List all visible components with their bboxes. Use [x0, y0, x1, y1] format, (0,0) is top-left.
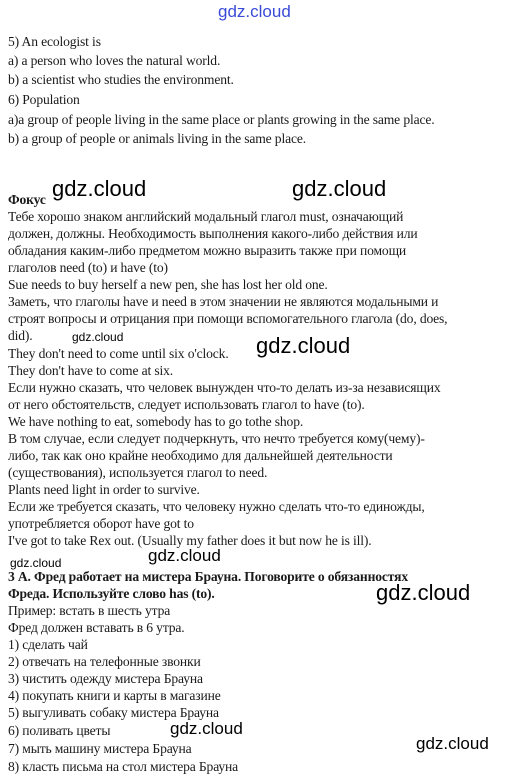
answer-option: b) a group of people or animals living in the same place.: [8, 131, 306, 146]
watermark: gdz.cloud: [72, 330, 124, 344]
paragraph-line: Если же требуется сказать, что человеку нужно сделать что-то единожды,: [8, 499, 425, 514]
example-answer: Фред должен вставать в 6 утра.: [8, 620, 185, 635]
example-sentence: They don't have to come at six.: [8, 363, 174, 378]
paragraph-line: Заметь, что глаголы have и need в этом значении не являются модальными и: [8, 294, 439, 309]
question-5-title: 5) An ecologist is: [8, 34, 101, 49]
list-item: 2) отвечать на телефонные звонки: [8, 654, 201, 669]
paragraph-line: строят вопросы и отрицания при помощи вспомогательного глагола (do, does,: [8, 311, 448, 326]
list-item: 5) выгуливать собаку мистера Брауна: [8, 705, 219, 720]
watermark: gdz.cloud: [416, 734, 489, 753]
watermark: gdz.cloud: [256, 333, 351, 358]
example-sentence: Sue needs to buy herself a new pen, she has lost her old one.: [8, 277, 328, 292]
paragraph-line: либо, так как оно крайне необходимо для дальнейшей деятельности: [8, 448, 393, 463]
example-sentence: I've got to take Rex out. (Usually my father does it but now he is ill).: [8, 533, 372, 548]
question-6-title: 6) Population: [8, 92, 80, 107]
section-heading-focus: Фокус: [8, 192, 46, 207]
example-prompt: Пример: встать в шесть утра: [8, 603, 171, 618]
exercise-heading: Фреда. Используйте слово has (to).: [8, 586, 215, 601]
list-item: 4) покупать книги и карты в магазине: [8, 688, 221, 703]
paragraph-line: от него обстоятельств, следует использовать глагол to have (to).: [8, 397, 365, 412]
watermark: gdz.cloud: [170, 719, 243, 738]
answer-option: b) a scientist who studies the environment.: [8, 72, 234, 87]
watermark: gdz.cloud: [52, 176, 147, 201]
watermark: gdz.cloud: [148, 546, 221, 565]
paragraph-line: did).: [8, 328, 33, 343]
answer-option: a)a group of people living in the same place or plants growing in the same place.: [8, 112, 435, 127]
paragraph-line: Тебе хорошо знаком английский модальный глагол must, означающий: [8, 209, 404, 224]
example-sentence: They don't need to come until six o'clock.: [8, 346, 229, 361]
exercise-heading: 3 А. Фред работает на мистера Брауна. Поговорите о обязанностях: [8, 569, 408, 584]
list-item: 1) сделать чай: [8, 637, 88, 652]
paragraph-line: должен, должны. Необходимость выполнения какого-либо действия или: [8, 226, 418, 241]
example-sentence: We have nothing to eat, somebody has to go tothe shop.: [8, 414, 304, 429]
paragraph-line: (существования), используется глагол to need.: [8, 465, 268, 480]
watermark: gdz.cloud: [292, 176, 387, 201]
list-item: 6) поливать цветы: [8, 723, 111, 738]
watermark: gdz.cloud: [10, 556, 62, 570]
paragraph-line: глаголов need (to) и have (to): [8, 260, 168, 275]
list-item: 3) чистить одежду мистера Брауна: [8, 671, 203, 686]
example-sentence: Plants need light in order to survive.: [8, 482, 200, 497]
paragraph-line: Если нужно сказать, что человек вынужден что-то делать из-за независящих: [8, 380, 441, 395]
paragraph-line: В том случае, если следует подчеркнуть, что нечто требуется кому(чему)-: [8, 431, 425, 446]
watermark: gdz.cloud: [376, 580, 471, 605]
watermark: gdz.cloud: [218, 2, 291, 21]
list-item: 8) класть письма на стол мистера Брауна: [8, 759, 239, 774]
answer-option: a) a person who loves the natural world.: [8, 53, 221, 68]
paragraph-line: употребляется оборот have got to: [8, 516, 194, 531]
list-item: 7) мыть машину мистера Брауна: [8, 741, 192, 756]
paragraph-line: обладания каким-либо предметом можно выразить также при помощи: [8, 243, 407, 258]
